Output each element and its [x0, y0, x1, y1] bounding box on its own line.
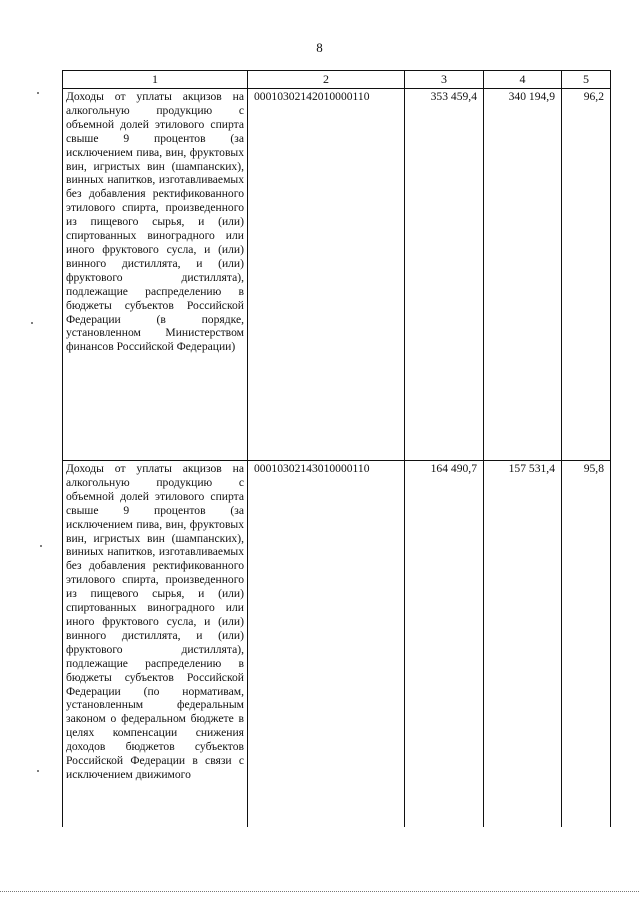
page-number: 8 [316, 40, 323, 55]
header-col-3: 3 [405, 71, 484, 89]
header-col-1: 1 [63, 71, 248, 89]
header-col-4: 4 [484, 71, 562, 89]
scan-edge [0, 891, 639, 906]
row-budget-code: 00010302142010000110 [248, 89, 405, 461]
row-value-col3: 164 490,7 [405, 461, 484, 828]
row-budget-code: 00010302143010000110 [248, 461, 405, 828]
header-col-2: 2 [248, 71, 405, 89]
row-value-col5: 95,8 [562, 461, 611, 828]
header-row [63, 71, 611, 89]
row-value-col4: 157 531,4 [484, 461, 562, 828]
table-row [63, 89, 611, 461]
row-description: Доходы от уплаты акцизов на алкогольную продукцию с объемной долей этилового спирта свыше 9 процентов (за исключением пива, вин, фруктовых вин, игристых вин (шампанских), виниых напитков, изготавливаемых без добавления ректификованного этилового спирта, произведенного из пищевого сырья, и (или) спиртованных виноградного или иного фруктового сусла, и (или) винного дистиллята, и (или) фруктового дистиллята), подлежащие распределению в бюджеты субъектов Российской Федерации (по нормативам, установленным федеральным законом о федеральном бюджете в целях компенсации снижения доходов бюджетов субъектов Российской Федерации в связи с исключением движимого [63, 461, 248, 828]
row-value-col5: 96,2 [562, 89, 611, 461]
revenue-table [62, 70, 611, 827]
row-value-col4: 340 194,9 [484, 89, 562, 461]
table-row [63, 461, 611, 828]
row-description: Доходы от уплаты акцизов на алкогольную продукцию с объемной долей этилового спирта свыше 9 процентов (за исключением пива, вин, фруктовых вин, игристых вин (шампанских), винных напитков, изготавливаемых без добавления ректификованного этилового спирта, произведенного из пищевого сырья, и (или) спиртованных виноградного или иного фруктового сусла, и (или) винного дистиллята, и (или) фруктового дистиллята), подлежащие распределению в бюджеты субъектов Российской Федерации (в порядке, установленном Министерством финансов Российской Федерации) [63, 89, 248, 461]
header-col-5: 5 [562, 71, 611, 89]
row-value-col3: 353 459,4 [405, 89, 484, 461]
